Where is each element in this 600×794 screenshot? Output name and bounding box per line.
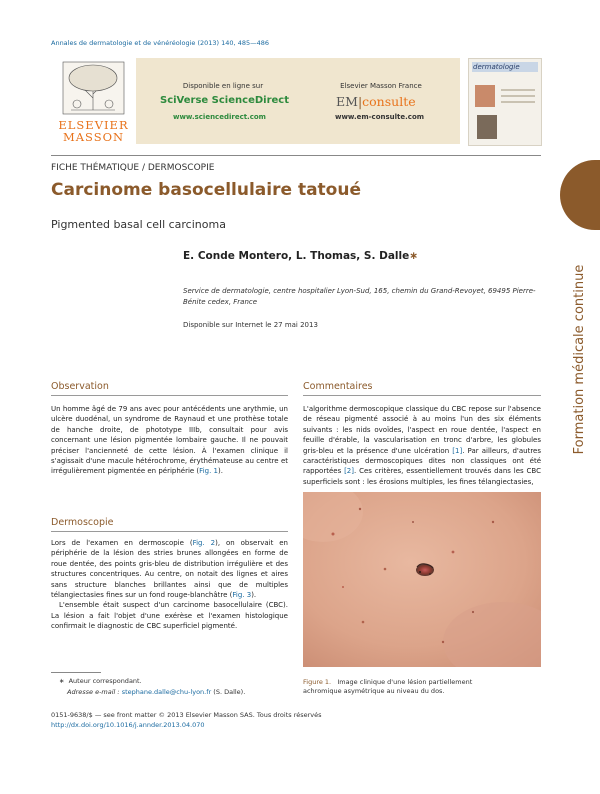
commentaires-text: L'algorithme dermoscopique classique du CBC repose sur l'absence de réseau pigmenté associé à au moins l'un des six éléments suivants : les nids ovoïdes, l'aspect en roue dentée, l'aspect en feuille d'érable, la vascularisation en tronc d'arbre, les globules gris-bleu et la présence d'une ulcération [1]. Par ailleurs, d'autres caractéristiques dermoscopiques dites non classiques ont été rapportées [2]. Ces critères, essentiellement trouvés dans les CBC superficiels sont : les érosions multiples, les fines télangiectasies,	[303, 405, 542, 486]
logo-word-elsevier: ELSEVIER	[58, 118, 129, 132]
issn-line: 0151-9638/$ — see front matter © 2013 Elsevier Masson SAS. Tous droits réservés	[51, 711, 322, 719]
publisher-name: Elsevier Masson France	[340, 82, 422, 90]
reference-2-link[interactable]: [2]	[344, 467, 354, 476]
em-consulte-logo-em: EM	[336, 94, 358, 109]
author-email-link[interactable]: stephane.dalle@chu-lyon.fr	[121, 688, 212, 696]
copyright-footer	[51, 710, 322, 730]
article-title: Carcinome basocellulaire tatoué	[51, 180, 361, 200]
em-consulte-link[interactable]: www.em-consulte.com	[335, 113, 425, 121]
online-available-label: Disponible en ligne sur	[182, 82, 264, 90]
observation-text: Un homme âgé de 79 ans avec pour antécédents une arythmie, un ulcère duodénal, un syndrome de Raynaud et une prothèse totale de hanche droite, de phototype IIIb, consultait pour avis concernant une lésion pigmentée lombaire gauche. Il ne pouvait préciser l'ancienneté de cette lésion. À l'examen clinique il s'agissait d'une macule hétérochrome, érythémateuse au centre et irrégulièrement pigmentée en périphérie (Fig. 1).	[51, 405, 288, 476]
cover-title: dermatologie	[473, 63, 520, 71]
figure-1-image	[303, 492, 541, 667]
affiliation: Service de dermatologie, centre hospitalier Lyon-Sud, 165, chemin du Grand-Revoyet, 69495 Pierre-Bénite cedex, France	[183, 287, 536, 306]
header-band	[136, 58, 460, 144]
figure-1-caption: Figure 1. Image clinique d'une lésion partiellement achromique asymétrique au niveau du dos.	[303, 678, 473, 695]
author-list: E. Conde Montero, L. Thomas, S. Dalle∗	[183, 250, 419, 262]
section-heading-commentaires: Commentaires	[303, 381, 373, 392]
online-date: Disponible sur Internet le 27 mai 2013	[183, 321, 318, 329]
figure-1-link[interactable]: Fig. 1	[199, 467, 218, 476]
doi-link[interactable]: http://dx.doi.org/10.1016/j.annder.2013.04.070	[51, 721, 205, 729]
section-rule	[51, 531, 288, 532]
section-heading-observation: Observation	[51, 381, 109, 392]
reference-1-link[interactable]: [1]	[452, 446, 463, 455]
article-subtitle: Pigmented basal cell carcinoma	[51, 218, 226, 231]
figure-2-link[interactable]: Fig. 2	[192, 539, 216, 547]
section-heading-dermoscopie: Dermoscopie	[51, 517, 114, 528]
header-divider	[51, 155, 541, 156]
sciverse-logo: SciVerse ScienceDirect	[160, 95, 289, 106]
footnote: ∗ Auteur correspondant. Adresse e-mail : stephane.dalle@chu-lyon.fr (S. Dalle).	[59, 677, 246, 696]
dermoscopie-text: Lors de l'examen en dermoscopie (Fig. 2), on observait en périphérie de la lésion des stries brunes allongées en forme de roue dentée, des points gris-bleu de distribution irrégulière et des structures concentriques. Au centre, on notait des lignes et aires sans structure blanches brillantes ainsi que de multiples télangiectasies fines sur un fond rouge-blanchâtre (Fig. 3). L'ensemble était suspect d'un carcinome basocellulaire (CBC). La lésion a fait l'objet d'une exérèse et l'examen histologique confirmait le diagnostic de CBC superficiel pigmenté.	[51, 539, 288, 631]
journal-reference[interactable]: Annales de dermatologie et de vénéréologie (2013) 140, 485—486	[51, 39, 270, 47]
em-consulte-logo: EM|consulte	[336, 94, 416, 109]
section-tab	[560, 160, 600, 230]
cover-photo-2	[477, 115, 497, 139]
cover-photo-1	[475, 85, 495, 107]
footnote-divider	[51, 672, 101, 673]
section-rule	[51, 395, 288, 396]
article-category: FICHE THÉMATIQUE / DERMOSCOPIE	[51, 163, 215, 173]
journal-cover	[468, 58, 542, 146]
em-consulte-logo-consulte: consulte	[362, 94, 416, 109]
logo-word-masson: MASSON	[62, 130, 125, 144]
section-sidebar-label: Formation médicale continue	[572, 264, 587, 455]
section-rule	[303, 395, 541, 396]
sciencedirect-link[interactable]: www.sciencedirect.com	[173, 113, 266, 121]
elsevier-logo	[51, 58, 136, 144]
author-footnote-marker[interactable]: ∗	[409, 250, 419, 262]
figure-3-link[interactable]: Fig. 3	[232, 591, 252, 600]
